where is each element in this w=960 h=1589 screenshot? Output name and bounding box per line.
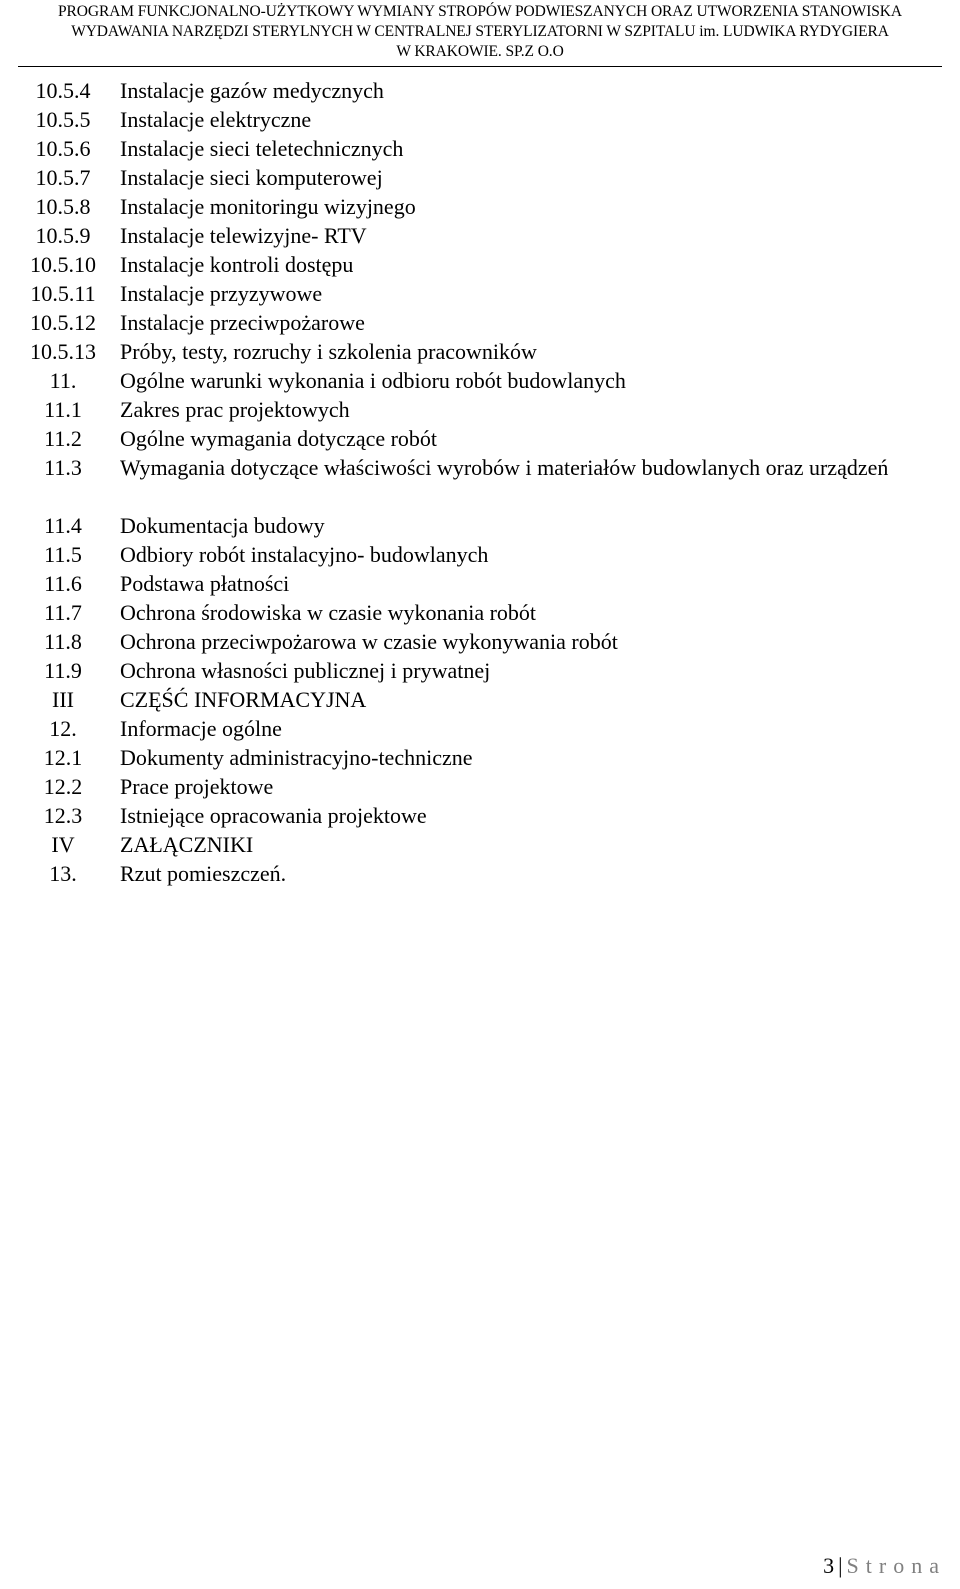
toc-entry[interactable]	[0, 511, 960, 540]
toc-entry-title: CZĘŚĆ INFORMACYJNA	[120, 687, 367, 712]
toc-entry-number: 11.	[49, 368, 77, 393]
toc-entry-number: 11.9	[44, 658, 82, 683]
toc-entry[interactable]	[0, 76, 960, 105]
toc-entry[interactable]	[0, 453, 960, 511]
footer-separator: |	[838, 1553, 843, 1578]
toc-entry-title: Dokumenty administracyjno-techniczne	[120, 745, 473, 770]
toc-entry[interactable]	[0, 801, 960, 830]
toc-entry-title: ZAŁĄCZNIKI	[120, 832, 254, 857]
toc-entry[interactable]	[0, 859, 960, 888]
toc-entry-title: Ogólne wymagania dotyczące robót	[120, 426, 438, 451]
header-divider	[18, 66, 942, 67]
toc-entry-number: III	[52, 687, 74, 712]
toc-entry[interactable]	[0, 395, 960, 424]
toc-entry-number: 10.5.7	[35, 165, 91, 190]
toc-entry-title: Próby, testy, rozruchy i szkolenia pracowników	[120, 339, 537, 364]
toc-entry-title: Ochrona środowiska w czasie wykonania robót	[120, 600, 537, 625]
page-footer	[823, 1553, 946, 1579]
toc-entry-number: IV	[51, 832, 75, 857]
toc-entry[interactable]	[0, 743, 960, 772]
toc-entry-title: Instalacje sieci teletechnicznych	[120, 136, 404, 161]
toc-entry-number: 11.2	[44, 426, 82, 451]
toc-entry[interactable]	[0, 279, 960, 308]
toc-entry[interactable]	[0, 627, 960, 656]
header-line-1: PROGRAM FUNKCJONALNO-UŻYTKOWY WYMIANY STROPÓW PODWIESZANYCH ORAZ UTWORZENIA STANOWISKA	[58, 3, 902, 20]
toc-entry[interactable]	[0, 163, 960, 192]
header-line-3: W KRAKOWIE. SP.Z O.O	[396, 43, 564, 60]
toc-entry-title: Instalacje gazów medycznych	[120, 78, 384, 103]
toc-entry-number: 11.7	[44, 600, 82, 625]
toc-entry[interactable]	[0, 424, 960, 453]
toc-entry-number: 11.3	[44, 455, 82, 480]
toc-entry-title: Informacje ogólne	[120, 716, 282, 741]
toc-entry-title: Odbiory robót instalacyjno- budowlanych	[120, 542, 489, 567]
toc-entry[interactable]	[0, 714, 960, 743]
toc-entry-number: 11.8	[44, 629, 82, 654]
toc-entry[interactable]	[0, 685, 960, 714]
toc-entry-number: 10.5.11	[30, 281, 96, 306]
toc-entry-number: 13.	[49, 861, 77, 886]
toc-entry-number: 11.6	[44, 571, 82, 596]
toc-entry-number: 10.5.9	[35, 223, 91, 248]
page-header	[0, 2, 960, 62]
page-number: 3	[823, 1553, 835, 1578]
toc-entry-number: 12.	[49, 716, 77, 741]
table-of-contents	[0, 76, 960, 888]
toc-entry-number: 11.4	[44, 513, 82, 538]
toc-entry-title: Podstawa płatności	[120, 571, 290, 596]
toc-entry-number: 11.5	[44, 542, 82, 567]
page-label: Strona	[846, 1553, 946, 1578]
toc-entry-number: 10.5.8	[35, 194, 91, 219]
toc-entry-title: Zakres prac projektowych	[120, 397, 350, 422]
toc-entry-number: 10.5.4	[35, 78, 91, 103]
toc-entry-number: 10.5.10	[30, 252, 96, 277]
toc-entry[interactable]	[0, 192, 960, 221]
toc-entry[interactable]	[0, 772, 960, 801]
toc-entry-number: 12.1	[43, 745, 83, 770]
toc-entry-title: Rzut pomieszczeń.	[120, 861, 287, 886]
toc-entry[interactable]	[0, 540, 960, 569]
toc-entry-title: Ochrona przeciwpożarowa w czasie wykonywania robót	[120, 629, 618, 654]
toc-entry[interactable]	[0, 366, 960, 395]
toc-entry[interactable]	[0, 308, 960, 337]
toc-entry-title: Ochrona własności publicznej i prywatnej	[120, 658, 491, 683]
toc-entry-title: Instalacje telewizyjne- RTV	[120, 223, 367, 248]
toc-entry-title: Instalacje kontroli dostępu	[120, 252, 354, 277]
toc-entry[interactable]	[0, 134, 960, 163]
toc-entry-title: Prace projektowe	[120, 774, 274, 799]
toc-entry[interactable]	[0, 250, 960, 279]
toc-entry-title: Instalacje sieci komputerowej	[120, 165, 383, 190]
toc-entry-number: 10.5.13	[30, 339, 96, 364]
toc-entry-number: 11.1	[44, 397, 82, 422]
toc-entry-number: 12.2	[43, 774, 83, 799]
toc-entry[interactable]	[0, 221, 960, 250]
toc-entry-title: Dokumentacja budowy	[120, 513, 325, 538]
toc-entry-title: Instalacje przyzywowe	[120, 281, 323, 306]
toc-entry[interactable]	[0, 830, 960, 859]
toc-entry-number: 12.3	[43, 803, 83, 828]
toc-entry[interactable]	[0, 105, 960, 134]
toc-entry-number: 10.5.6	[35, 136, 91, 161]
toc-entry[interactable]	[0, 569, 960, 598]
toc-entry-number: 10.5.5	[35, 107, 91, 132]
toc-entry-title: Ogólne warunki wykonania i odbioru robót budowlanych	[120, 368, 626, 393]
toc-entry-title: Instalacje przeciwpożarowe	[120, 310, 365, 335]
toc-entry-title: Instalacje elektryczne	[120, 107, 312, 132]
toc-entry-title: Wymagania dotyczące właściwości wyrobów i materiałów budowlanych oraz urządzeń	[120, 455, 889, 480]
toc-entry-number: 10.5.12	[30, 310, 96, 335]
toc-entry[interactable]	[0, 598, 960, 627]
toc-entry-title: Istniejące opracowania projektowe	[120, 803, 427, 828]
toc-entry-title: Instalacje monitoringu wizyjnego	[120, 194, 416, 219]
toc-entry[interactable]	[0, 656, 960, 685]
header-line-2: WYDAWANIA NARZĘDZI STERYLNYCH W CENTRALNEJ STERYLIZATORNI W SZPITALU im. LUDWIKA RYDYGIERA	[71, 23, 889, 40]
toc-entry[interactable]	[0, 337, 960, 366]
